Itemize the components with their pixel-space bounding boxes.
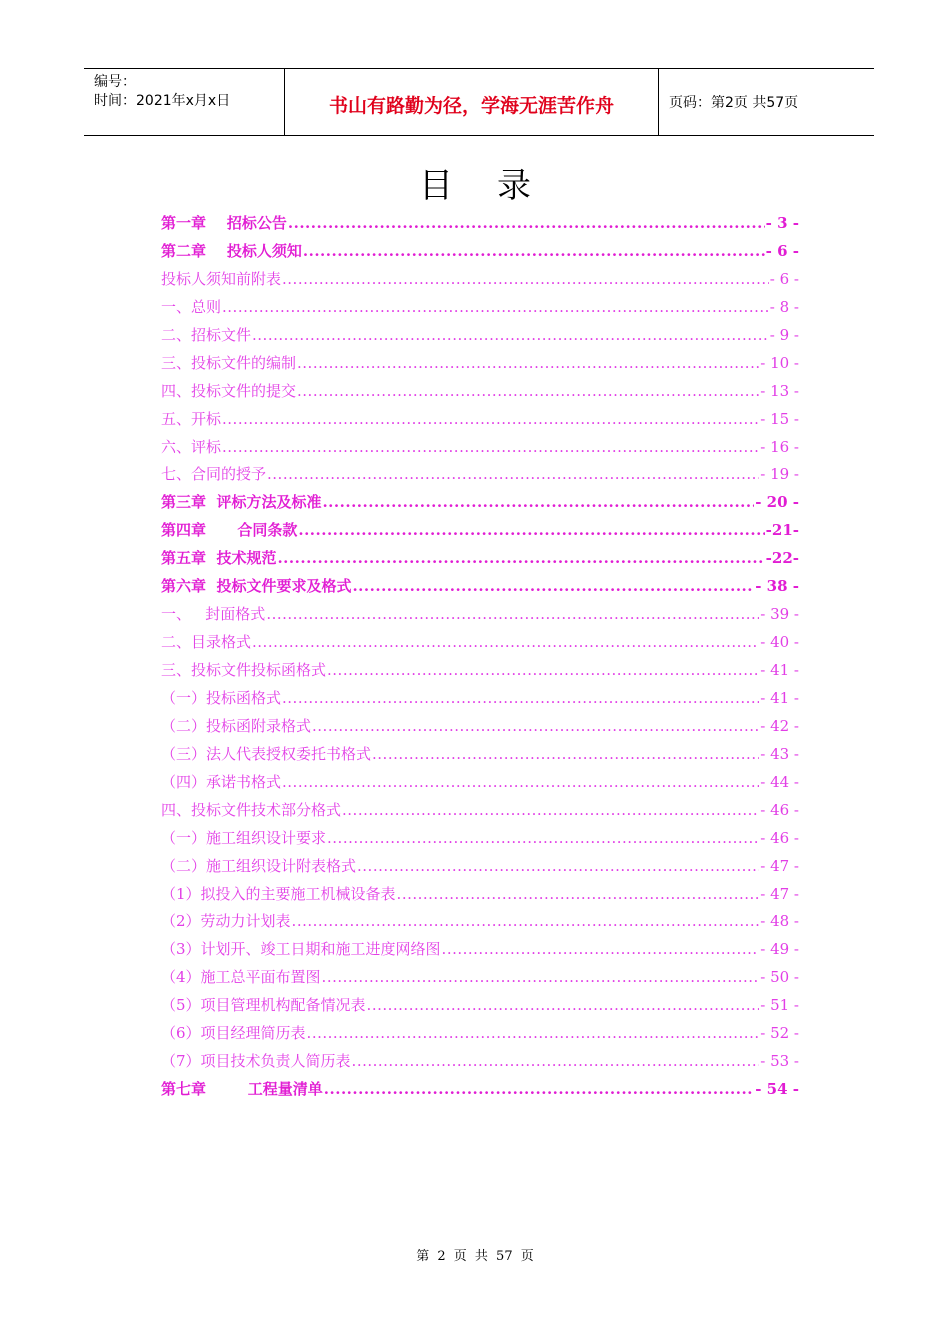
toc-entry-page: - 44 - xyxy=(760,772,799,791)
toc-entry-page: - 9 - xyxy=(769,325,799,344)
toc-entry-title: （6）项目经理简历表 xyxy=(161,1024,306,1043)
toc-entry[interactable] xyxy=(161,741,799,769)
toc-entry-page: - 51 - xyxy=(760,996,799,1015)
toc-entry-page: - 8 - xyxy=(769,297,799,316)
toc-entry-page: - 15 - xyxy=(760,409,799,428)
toc-leader-dots xyxy=(342,797,759,825)
toc-entry[interactable] xyxy=(161,1076,799,1104)
toc-entry[interactable] xyxy=(161,908,799,936)
toc-entry[interactable] xyxy=(161,210,799,238)
toc-entry-page: - 13 - xyxy=(760,381,799,400)
toc-entry[interactable] xyxy=(161,769,799,797)
toc-leader-dots xyxy=(288,210,765,238)
toc-entry-page: -21- xyxy=(765,521,799,540)
toc-entry-title: 第五章 技术规范 xyxy=(161,549,277,568)
toc-leader-dots xyxy=(282,769,759,797)
toc-entry-title: （一）施工组织设计要求 xyxy=(161,828,327,847)
toc-entry-page: - 46 - xyxy=(760,800,799,819)
toc-entry-title: （二）投标函附录格式 xyxy=(161,716,312,735)
toc-entry-title: 投标人须知前附表 xyxy=(161,269,282,288)
toc-leader-dots xyxy=(282,685,759,713)
toc-entry[interactable] xyxy=(161,853,799,881)
toc-leader-dots xyxy=(322,964,760,992)
toc-entry-page: - 39 - xyxy=(760,605,799,624)
toc-entry[interactable] xyxy=(161,629,799,657)
toc-entry-title: 四、投标文件技术部分格式 xyxy=(161,800,342,819)
toc-leader-dots xyxy=(266,601,759,629)
toc-entry-page: - 16 - xyxy=(760,437,799,456)
toc-entry[interactable] xyxy=(161,992,799,1020)
toc-entry-page: - 46 - xyxy=(760,828,799,847)
toc-entry-title: 五、开标 xyxy=(161,409,222,428)
toc-entry-title: 第四章 合同条款 xyxy=(161,521,298,540)
page-footer: 第 2 页 共 57 页 xyxy=(416,1249,534,1264)
toc-entry-title: （1）拟投入的主要施工机械设备表 xyxy=(161,884,396,903)
toc-leader-dots xyxy=(442,936,760,964)
toc-entry-page: - 19 - xyxy=(760,465,799,484)
motto: 书山有路勤为径，学海无涯苦作舟 xyxy=(285,69,659,135)
toc-entry-page: - 47 - xyxy=(760,856,799,875)
toc-entry[interactable] xyxy=(161,545,799,573)
toc-entry-title: （2）劳动力计划表 xyxy=(161,912,291,931)
toc-entry[interactable] xyxy=(161,406,799,434)
toc-entry[interactable] xyxy=(161,797,799,825)
toc-entry-page: - 42 - xyxy=(760,716,799,735)
toc-entry[interactable] xyxy=(161,881,799,909)
toc-leader-dots xyxy=(298,517,764,545)
page-header xyxy=(84,68,874,136)
toc-entry-title: 七、合同的授予 xyxy=(161,465,267,484)
toc-entry[interactable] xyxy=(161,1048,799,1076)
toc-entry-page: - 6 - xyxy=(765,241,799,260)
toc-leader-dots xyxy=(367,992,760,1020)
toc-entry-title: 一、 封面格式 xyxy=(161,605,266,624)
toc-entry[interactable] xyxy=(161,573,799,601)
toc-entry[interactable] xyxy=(161,936,799,964)
toc-leader-dots xyxy=(267,461,759,489)
toc-entry-title: （7）项目技术负责人简历表 xyxy=(161,1052,351,1071)
toc-entry-page: - 20 - xyxy=(755,493,799,512)
toc-leader-dots xyxy=(252,322,769,350)
toc-entry-page: - 47 - xyxy=(760,884,799,903)
toc-entry-title: 第六章 投标文件要求及格式 xyxy=(161,577,352,596)
toc-entry-title: 三、投标文件投标函格式 xyxy=(161,661,327,679)
toc-entry-title: 第三章 评标方法及标准 xyxy=(161,493,322,512)
toc-entry-page: -22- xyxy=(765,549,799,568)
toc-entry-title: 四、投标文件的提交 xyxy=(161,381,297,400)
toc-entry-title: 三、投标文件的编制 xyxy=(161,353,297,372)
toc-leader-dots xyxy=(327,825,759,853)
toc-leader-dots xyxy=(352,573,754,601)
toc-leader-dots xyxy=(222,434,759,462)
toc-leader-dots xyxy=(307,1020,760,1048)
toc-entry-title: 二、目录格式 xyxy=(161,633,252,652)
toc-entry-title: （二）施工组织设计附表格式 xyxy=(161,856,357,875)
header-left-cell xyxy=(84,69,285,135)
toc-entry[interactable] xyxy=(161,601,799,629)
toc-leader-dots xyxy=(297,378,759,406)
toc-entry[interactable] xyxy=(161,238,799,266)
toc-entry[interactable] xyxy=(161,825,799,853)
toc-entry[interactable] xyxy=(161,461,799,489)
toc-entry-title: （三）法人代表授权委托书格式 xyxy=(161,744,372,763)
toc-entry[interactable] xyxy=(161,964,799,992)
toc-leader-dots xyxy=(312,713,759,741)
toc-entry-page: - 3 - xyxy=(765,214,799,232)
toc-leader-dots xyxy=(282,266,769,294)
toc-entry-page: - 6 - xyxy=(769,269,799,288)
toc-entry-page: - 48 - xyxy=(760,912,799,931)
toc-entry-page: - 41 - xyxy=(760,688,799,707)
toc-entry-page: - 50 - xyxy=(760,968,799,987)
toc-entry-page: - 52 - xyxy=(760,1024,799,1043)
toc-entry-title: 六、评标 xyxy=(161,437,222,456)
toc-leader-dots xyxy=(357,853,759,881)
toc-entry[interactable] xyxy=(161,657,799,685)
toc-entry[interactable] xyxy=(161,378,799,406)
toc-leader-dots xyxy=(322,489,754,517)
toc-leader-dots xyxy=(327,657,759,685)
toc-leader-dots xyxy=(352,1048,760,1076)
toc-entry-page: - 54 - xyxy=(755,1080,799,1099)
number-label: 编号： xyxy=(94,74,136,90)
toc-entry-title: （3）计划开、竣工日期和施工进度网络图 xyxy=(161,940,441,959)
toc-entry-title: （4）施工总平面布置图 xyxy=(161,968,321,987)
toc-entry[interactable] xyxy=(161,322,799,350)
toc-entry[interactable] xyxy=(161,294,799,322)
page-info: 页码：第2页 共57页 xyxy=(669,95,799,111)
toc-entry[interactable] xyxy=(161,350,799,378)
toc-entry-page: - 43 - xyxy=(760,744,799,763)
toc-leader-dots xyxy=(292,908,760,936)
toc-entry[interactable] xyxy=(161,489,799,517)
toc-entry-title: （一）投标函格式 xyxy=(161,688,282,707)
toc-entry[interactable] xyxy=(161,713,799,741)
toc-leader-dots xyxy=(222,294,769,322)
toc-entry-title: 一、总则 xyxy=(161,297,222,316)
page-title: 目录 xyxy=(419,166,575,206)
toc-leader-dots xyxy=(277,545,764,573)
toc-entry[interactable] xyxy=(161,266,799,294)
toc-entry-page: - 10 - xyxy=(760,353,799,372)
toc-entry-title: 第七章 工程量清单 xyxy=(161,1080,323,1099)
toc-entry[interactable] xyxy=(161,517,799,545)
toc-entry-page: - 38 - xyxy=(755,577,799,596)
toc-leader-dots xyxy=(372,741,759,769)
toc-leader-dots xyxy=(252,629,759,657)
toc-entry-page: - 40 - xyxy=(760,633,799,652)
toc-entry-title: 二、招标文件 xyxy=(161,325,252,344)
toc-leader-dots xyxy=(222,406,759,434)
toc-entry-title: （5）项目管理机构配备情况表 xyxy=(161,996,366,1015)
toc-entry-page: - 41 - xyxy=(760,661,799,679)
toc-leader-dots xyxy=(303,238,765,266)
toc-entry-title: 第一章 招标公告 xyxy=(161,214,287,232)
toc-entry-page: - 49 - xyxy=(760,940,799,959)
toc-leader-dots xyxy=(297,350,759,378)
toc-leader-dots xyxy=(324,1076,754,1104)
toc-entry[interactable] xyxy=(161,434,799,462)
time-label: 时间：2021年x月x日 xyxy=(94,93,231,109)
toc-entry[interactable] xyxy=(161,685,799,713)
toc-entry-page: - 53 - xyxy=(760,1052,799,1071)
toc-entry[interactable] xyxy=(161,1020,799,1048)
toc-entry-title: （四）承诺书格式 xyxy=(161,772,282,791)
toc-leader-dots xyxy=(397,881,760,909)
toc-entry-title: 第二章 投标人须知 xyxy=(161,241,302,260)
table-of-contents xyxy=(161,210,799,1104)
